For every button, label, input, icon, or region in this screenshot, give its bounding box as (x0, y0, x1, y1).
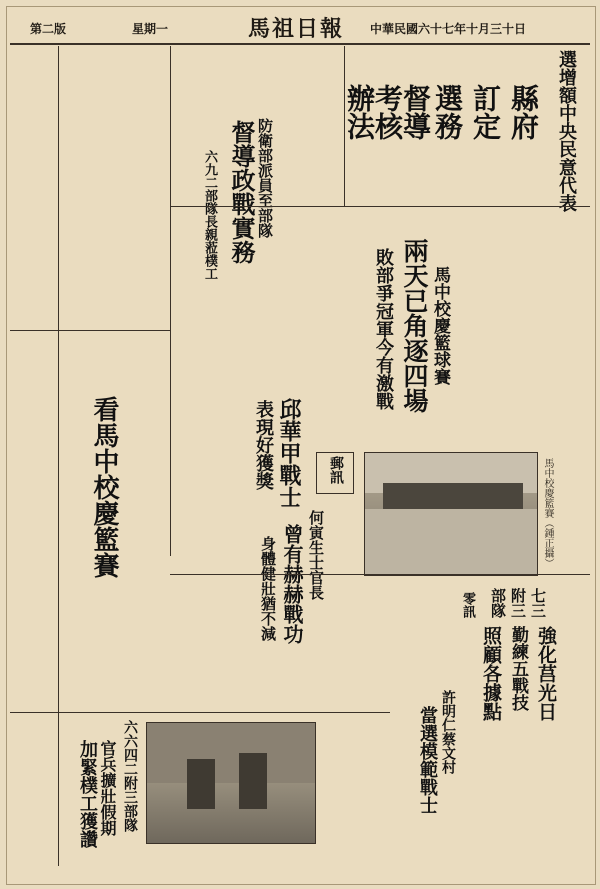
basketball-photo (364, 452, 538, 576)
photo-caption: 馬中校慶籃賽（鍾正攝） (542, 458, 553, 568)
top-headline-5: 考核 (371, 84, 404, 140)
ho-headline-2: 身體健壯猶不減 (259, 536, 277, 641)
section-rule (10, 330, 170, 331)
column-rule (170, 46, 171, 556)
photo-court (365, 509, 537, 575)
defense-sub: 六九二部隊長親蒞樸工 (202, 150, 217, 280)
soldier-headline-1: 邱華甲戰士 (276, 398, 302, 508)
photo-background (147, 723, 315, 783)
body-text-block (12, 48, 56, 328)
soldier-headline-2: 表現好獲獎 (253, 400, 274, 490)
mail-box-title: 郵訊 (328, 456, 344, 484)
defense-headline: 督導政戰實務 (227, 120, 256, 264)
top-headline-6: 辦法 (343, 84, 376, 140)
basketball-headline-2: 敗部爭冠軍今有激戰 (373, 248, 394, 410)
units-tag-2: 附三 (509, 588, 527, 618)
photo-figure-1 (187, 759, 215, 809)
basketball-headline-1: 兩天已角逐四場 (400, 238, 429, 413)
body-text-block (536, 94, 588, 284)
units-headline-2: 勤練五戰技 (508, 626, 528, 711)
zero-news-title: 零訊 (460, 592, 475, 618)
top-headline-1: 縣府 (507, 84, 540, 140)
bottom-headline-1: 官兵擴壯假期 (98, 740, 117, 836)
top-headline-2: 訂定 (469, 84, 502, 140)
column-rule (58, 46, 59, 866)
units-tag-1: 七三 (529, 588, 547, 618)
section-rule (10, 712, 390, 713)
masthead-weekday: 星期一 (132, 22, 169, 36)
masthead-date: 中華民國六十七年十月三十日 (370, 22, 527, 36)
bottom-kicker: 六六四二附三部隊 (122, 720, 138, 832)
model-soldier-kicker: 許明仁蔡文村 (440, 690, 456, 774)
masthead-rule (10, 43, 590, 45)
units-tag-3: 部隊 (489, 588, 507, 618)
ho-headline-1: 曾有赫赫戰功 (280, 524, 304, 644)
masthead-title: 馬祖日報 (248, 16, 345, 42)
column-rule (344, 46, 345, 206)
top-headline-3: 選務 (431, 84, 464, 140)
units-headline-1: 強化莒光日 (535, 626, 557, 721)
photo-building (383, 483, 523, 509)
school-headline: 看馬中校慶籃賽 (89, 396, 119, 578)
top-headline-4: 督導 (399, 84, 432, 140)
model-soldier-headline: 當選模範戰士 (417, 706, 438, 814)
masthead-page-number: 第二版 (30, 22, 67, 36)
section-rule (170, 206, 590, 207)
top-article-kicker: 選增額中央民意代表 (556, 50, 577, 212)
photo-figure-2 (239, 753, 267, 809)
ho-kicker: 何寅生士官長 (307, 510, 325, 600)
units-headline-3: 照顧各據點 (480, 626, 502, 721)
section-rule (170, 574, 590, 575)
basketball-kicker: 馬中校慶籃球賽 (430, 266, 450, 385)
body-text-block (176, 210, 336, 328)
defense-kicker: 防衛部派員至部隊 (256, 118, 274, 238)
bottom-headline-2: 加緊樸工獲讚 (77, 740, 98, 848)
bottom-photo (146, 722, 316, 844)
